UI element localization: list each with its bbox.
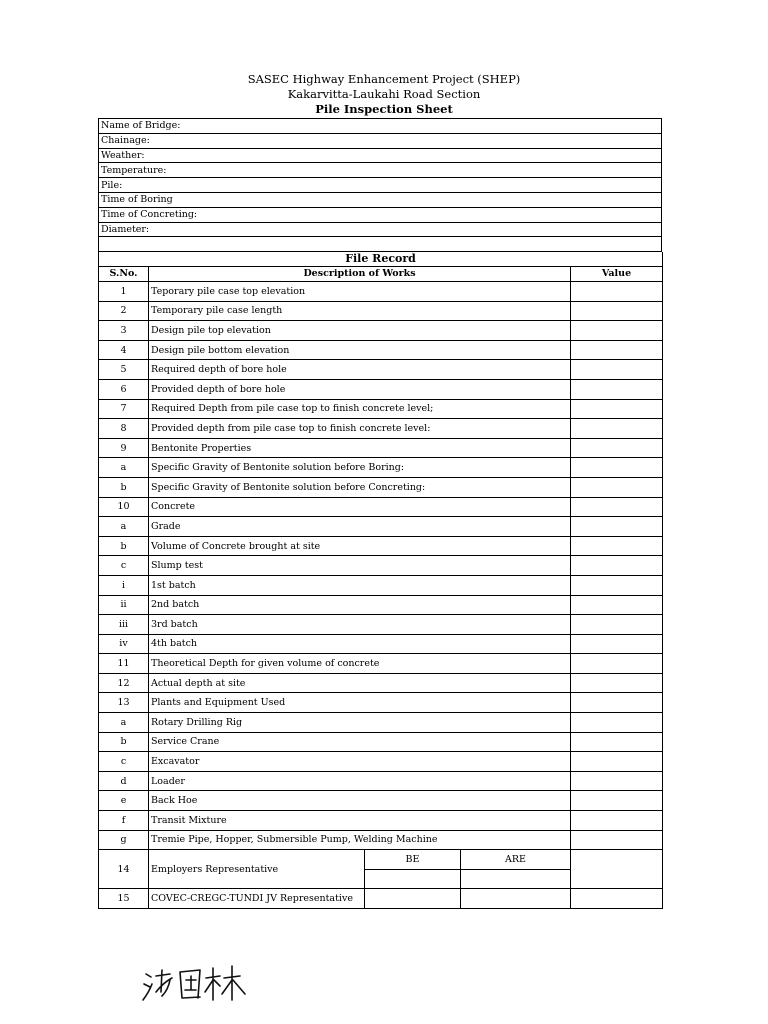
- record-row: [99, 477, 663, 497]
- record-row: [99, 830, 663, 850]
- row-sno: 12: [99, 673, 149, 693]
- row-value-cell[interactable]: [571, 340, 663, 360]
- row-sno: a: [99, 458, 149, 478]
- row-value-cell[interactable]: [571, 889, 663, 909]
- row-sno: iii: [99, 615, 149, 635]
- row-value-cell[interactable]: [571, 301, 663, 321]
- info-field-label[interactable]: Weather:: [99, 148, 662, 163]
- row-description: Transit Mixture: [149, 811, 571, 831]
- record-row: [99, 340, 663, 360]
- row-value-cell[interactable]: [571, 693, 663, 713]
- record-row: [99, 595, 663, 615]
- row-description: Teporary pile case top elevation: [149, 282, 571, 302]
- record-row: [99, 321, 663, 341]
- be-header: BE: [365, 850, 461, 870]
- row-sno: 14: [99, 850, 149, 889]
- record-title-row: [99, 252, 663, 267]
- row-description: 1st batch: [149, 575, 571, 595]
- row-description: Design pile top elevation: [149, 321, 571, 341]
- info-row: [99, 192, 662, 207]
- row-sno: 7: [99, 399, 149, 419]
- column-header-row: [99, 267, 663, 282]
- handwritten-signature: [140, 960, 250, 1008]
- info-row: [99, 133, 662, 148]
- row-description: Loader: [149, 771, 571, 791]
- row-description: Grade: [149, 517, 571, 537]
- info-row: [99, 237, 662, 252]
- row-value-cell[interactable]: [571, 850, 663, 889]
- row-value-cell[interactable]: [571, 634, 663, 654]
- record-row: [99, 811, 663, 831]
- row-description: Temporary pile case length: [149, 301, 571, 321]
- row-description: Tremie Pipe, Hopper, Submersible Pump, Welding Machine: [149, 830, 571, 850]
- row-value-cell[interactable]: [571, 752, 663, 772]
- row-description: 3rd batch: [149, 615, 571, 635]
- row-description: Service Crane: [149, 732, 571, 752]
- are-header: ARE: [461, 850, 571, 870]
- row-sno: ii: [99, 595, 149, 615]
- row-sno: 5: [99, 360, 149, 380]
- row-value-cell[interactable]: [571, 419, 663, 439]
- row-sno: e: [99, 791, 149, 811]
- record-row: [99, 458, 663, 478]
- be-signature-box[interactable]: [365, 869, 461, 889]
- row-sno: 4: [99, 340, 149, 360]
- signature-row-14-header: [99, 850, 663, 870]
- sheet-title: Pile Inspection Sheet: [315, 102, 453, 116]
- row-sno: d: [99, 771, 149, 791]
- row-value-cell[interactable]: [571, 497, 663, 517]
- row-value-cell[interactable]: [571, 379, 663, 399]
- row-value-cell[interactable]: [571, 791, 663, 811]
- road-section: Kakarvitta-Laukahi Road Section: [287, 87, 481, 101]
- project-name: SASEC Highway Enhancement Project (SHEP): [247, 72, 521, 86]
- record-row: [99, 654, 663, 674]
- info-field-label[interactable]: Pile:: [99, 178, 662, 193]
- row-sno: 2: [99, 301, 149, 321]
- record-row: [99, 732, 663, 752]
- row-value-cell[interactable]: [571, 732, 663, 752]
- row-value-cell[interactable]: [571, 830, 663, 850]
- row-sno: 9: [99, 438, 149, 458]
- row-value-cell[interactable]: [571, 517, 663, 537]
- signature-row-15: [99, 889, 663, 909]
- row-description: 2nd batch: [149, 595, 571, 615]
- record-row: [99, 536, 663, 556]
- row-value-cell[interactable]: [571, 360, 663, 380]
- info-field-label[interactable]: Time of Concreting:: [99, 207, 662, 222]
- description-header: Description of Works: [149, 267, 571, 282]
- row-value-cell[interactable]: [571, 438, 663, 458]
- record-row: [99, 517, 663, 537]
- record-row: [99, 419, 663, 439]
- row-description: Required Depth from pile case top to finish concrete level;: [149, 399, 571, 419]
- row-sno: i: [99, 575, 149, 595]
- record-row: [99, 360, 663, 380]
- row-value-cell[interactable]: [571, 321, 663, 341]
- row-value-cell[interactable]: [571, 615, 663, 635]
- record-row: [99, 556, 663, 576]
- row-value-cell[interactable]: [571, 595, 663, 615]
- info-field-label[interactable]: Diameter:: [99, 222, 662, 237]
- row-sno: iv: [99, 634, 149, 654]
- row-description: Design pile bottom elevation: [149, 340, 571, 360]
- record-row: [99, 693, 663, 713]
- sno-header: S.No.: [99, 267, 149, 282]
- info-row: [99, 148, 662, 163]
- row-description: Rotary Drilling Rig: [149, 713, 571, 733]
- record-row: [99, 399, 663, 419]
- row-description: Actual depth at site: [149, 673, 571, 693]
- row-value-cell[interactable]: [571, 575, 663, 595]
- info-field-label[interactable]: Chainage:: [99, 133, 662, 148]
- row-sno: f: [99, 811, 149, 831]
- record-row: [99, 615, 663, 635]
- row-description: Slump test: [149, 556, 571, 576]
- record-row: [99, 673, 663, 693]
- row-sno: b: [99, 536, 149, 556]
- row-sno: 13: [99, 693, 149, 713]
- row-value-cell[interactable]: [571, 713, 663, 733]
- row-description: Concrete: [149, 497, 571, 517]
- info-field-label[interactable]: [99, 237, 662, 252]
- employers-representative-label: Employers Representative: [149, 850, 365, 889]
- info-table: [98, 118, 662, 252]
- row-sno: 6: [99, 379, 149, 399]
- row-sno: 1: [99, 282, 149, 302]
- record-row: [99, 575, 663, 595]
- are-signature-box[interactable]: [461, 869, 571, 889]
- row-value-cell[interactable]: [571, 536, 663, 556]
- row-sno: 15: [99, 889, 149, 909]
- row-value-cell[interactable]: [571, 811, 663, 831]
- row-value-cell[interactable]: [571, 282, 663, 302]
- row-description: Excavator: [149, 752, 571, 772]
- info-field-label[interactable]: Name of Bridge:: [99, 119, 662, 134]
- record-title: File Record: [99, 252, 663, 267]
- row-value-cell[interactable]: [571, 477, 663, 497]
- row-sno: a: [99, 517, 149, 537]
- record-row: [99, 634, 663, 654]
- info-row: [99, 222, 662, 237]
- row-sno: 3: [99, 321, 149, 341]
- row-value-cell[interactable]: [571, 771, 663, 791]
- row-value-cell[interactable]: [571, 556, 663, 576]
- row-description: Provided depth of bore hole: [149, 379, 571, 399]
- info-row: [99, 119, 662, 134]
- row-description: Specific Gravity of Bentonite solution before Boring:: [149, 458, 571, 478]
- record-row: [99, 713, 663, 733]
- row-sno: c: [99, 556, 149, 576]
- row-value-cell[interactable]: [571, 654, 663, 674]
- row-description: Bentonite Properties: [149, 438, 571, 458]
- contractor-representative-label: COVEC-CREGC-TUNDI JV Representative: [149, 889, 365, 909]
- row-value-cell[interactable]: [571, 399, 663, 419]
- row-value-cell[interactable]: [571, 458, 663, 478]
- record-row: [99, 497, 663, 517]
- row-sno: a: [99, 713, 149, 733]
- row-description: 4th batch: [149, 634, 571, 654]
- value-header: Value: [571, 267, 663, 282]
- row-description: Required depth of bore hole: [149, 360, 571, 380]
- row-sno: c: [99, 752, 149, 772]
- row-sno: b: [99, 477, 149, 497]
- row-description: Provided depth from pile case top to finish concrete level:: [149, 419, 571, 439]
- info-field-label[interactable]: Temperature:: [99, 163, 662, 178]
- row-sno: b: [99, 732, 149, 752]
- row-description: Back Hoe: [149, 791, 571, 811]
- record-row: [99, 438, 663, 458]
- be-signature-box[interactable]: [365, 889, 461, 909]
- are-signature-box[interactable]: [461, 889, 571, 909]
- row-description: Theoretical Depth for given volume of concrete: [149, 654, 571, 674]
- record-row: [99, 379, 663, 399]
- record-row: [99, 752, 663, 772]
- row-sno: g: [99, 830, 149, 850]
- row-sno: 11: [99, 654, 149, 674]
- record-row: [99, 791, 663, 811]
- record-row: [99, 301, 663, 321]
- row-sno: 8: [99, 419, 149, 439]
- row-value-cell[interactable]: [571, 673, 663, 693]
- row-description: Plants and Equipment Used: [149, 693, 571, 713]
- record-row: [99, 771, 663, 791]
- row-description: Specific Gravity of Bentonite solution before Concreting:: [149, 477, 571, 497]
- record-row: [99, 282, 663, 302]
- row-description: Volume of Concrete brought at site: [149, 536, 571, 556]
- info-row: [99, 207, 662, 222]
- info-row: [99, 163, 662, 178]
- info-row: [99, 178, 662, 193]
- file-record-table: [98, 252, 663, 909]
- info-field-label[interactable]: Time of Boring: [99, 192, 662, 207]
- row-sno: 10: [99, 497, 149, 517]
